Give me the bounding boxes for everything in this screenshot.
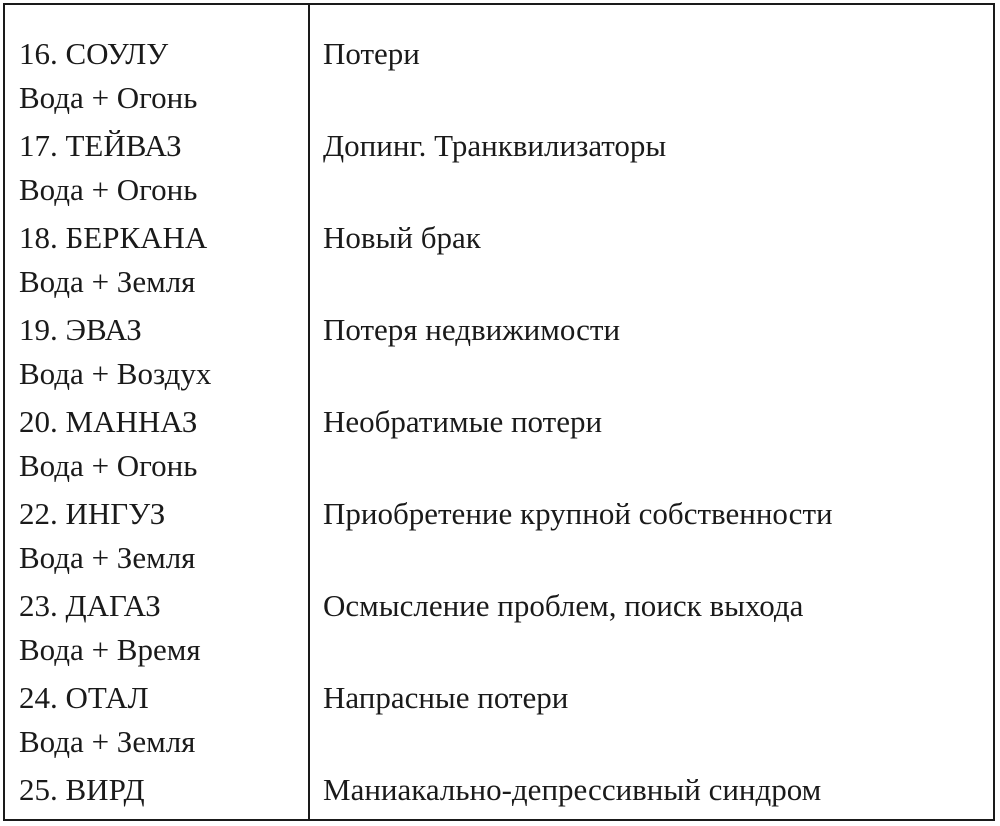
table-row — [5, 381, 993, 483]
rune-elements: Вода + Земля — [19, 540, 196, 575]
rune-name: 25. ВИРД — [19, 772, 145, 807]
table-row — [5, 565, 993, 667]
rune-meanings-table — [3, 3, 995, 821]
rune-name: 16. СОУЛУ — [19, 36, 169, 71]
rune-meaning: Осмысление проблем, поиск выхода — [323, 588, 804, 623]
rune-elements: Вода + Огонь — [19, 80, 198, 115]
rune-meaning: Приобретение крупной собственности — [323, 496, 833, 531]
rune-meaning: Потери — [323, 36, 420, 71]
rune-elements: Вода + Время — [19, 632, 201, 667]
rune-elements: Вода + Огонь — [19, 448, 198, 483]
table-row — [5, 13, 993, 115]
rune-name: 19. ЭВАЗ — [19, 312, 142, 347]
rune-elements: Вода + Земля — [19, 724, 196, 759]
rune-name: 22. ИНГУЗ — [19, 496, 166, 531]
table-row — [5, 473, 993, 575]
rune-name: 23. ДАГАЗ — [19, 588, 161, 623]
rune-meaning: Потеря недвижимости — [323, 312, 621, 347]
rune-elements: Вода + Воздух — [19, 356, 212, 391]
rune-meaning: Маниакально-депрессивный синдром — [323, 772, 822, 807]
table-row — [5, 289, 993, 391]
rune-name: 18. БЕРКАНА — [19, 220, 208, 255]
rune-elements: Вода + Огонь — [19, 172, 198, 207]
rune-name: 20. МАННАЗ — [19, 404, 198, 439]
rune-name: 17. ТЕЙВАЗ — [19, 128, 182, 163]
rune-meaning: Допинг. Транквилизаторы — [323, 128, 667, 163]
table-row — [5, 749, 993, 819]
table-row — [5, 657, 993, 759]
rune-meaning: Новый брак — [323, 220, 481, 255]
rune-meaning: Необратимые потери — [323, 404, 603, 439]
table-row — [5, 197, 993, 299]
table-row — [5, 105, 993, 207]
rune-meaning: Напрасные потери — [323, 680, 569, 715]
rune-name: 24. ОТАЛ — [19, 680, 149, 715]
rune-elements: Вода + Земля — [19, 264, 196, 299]
